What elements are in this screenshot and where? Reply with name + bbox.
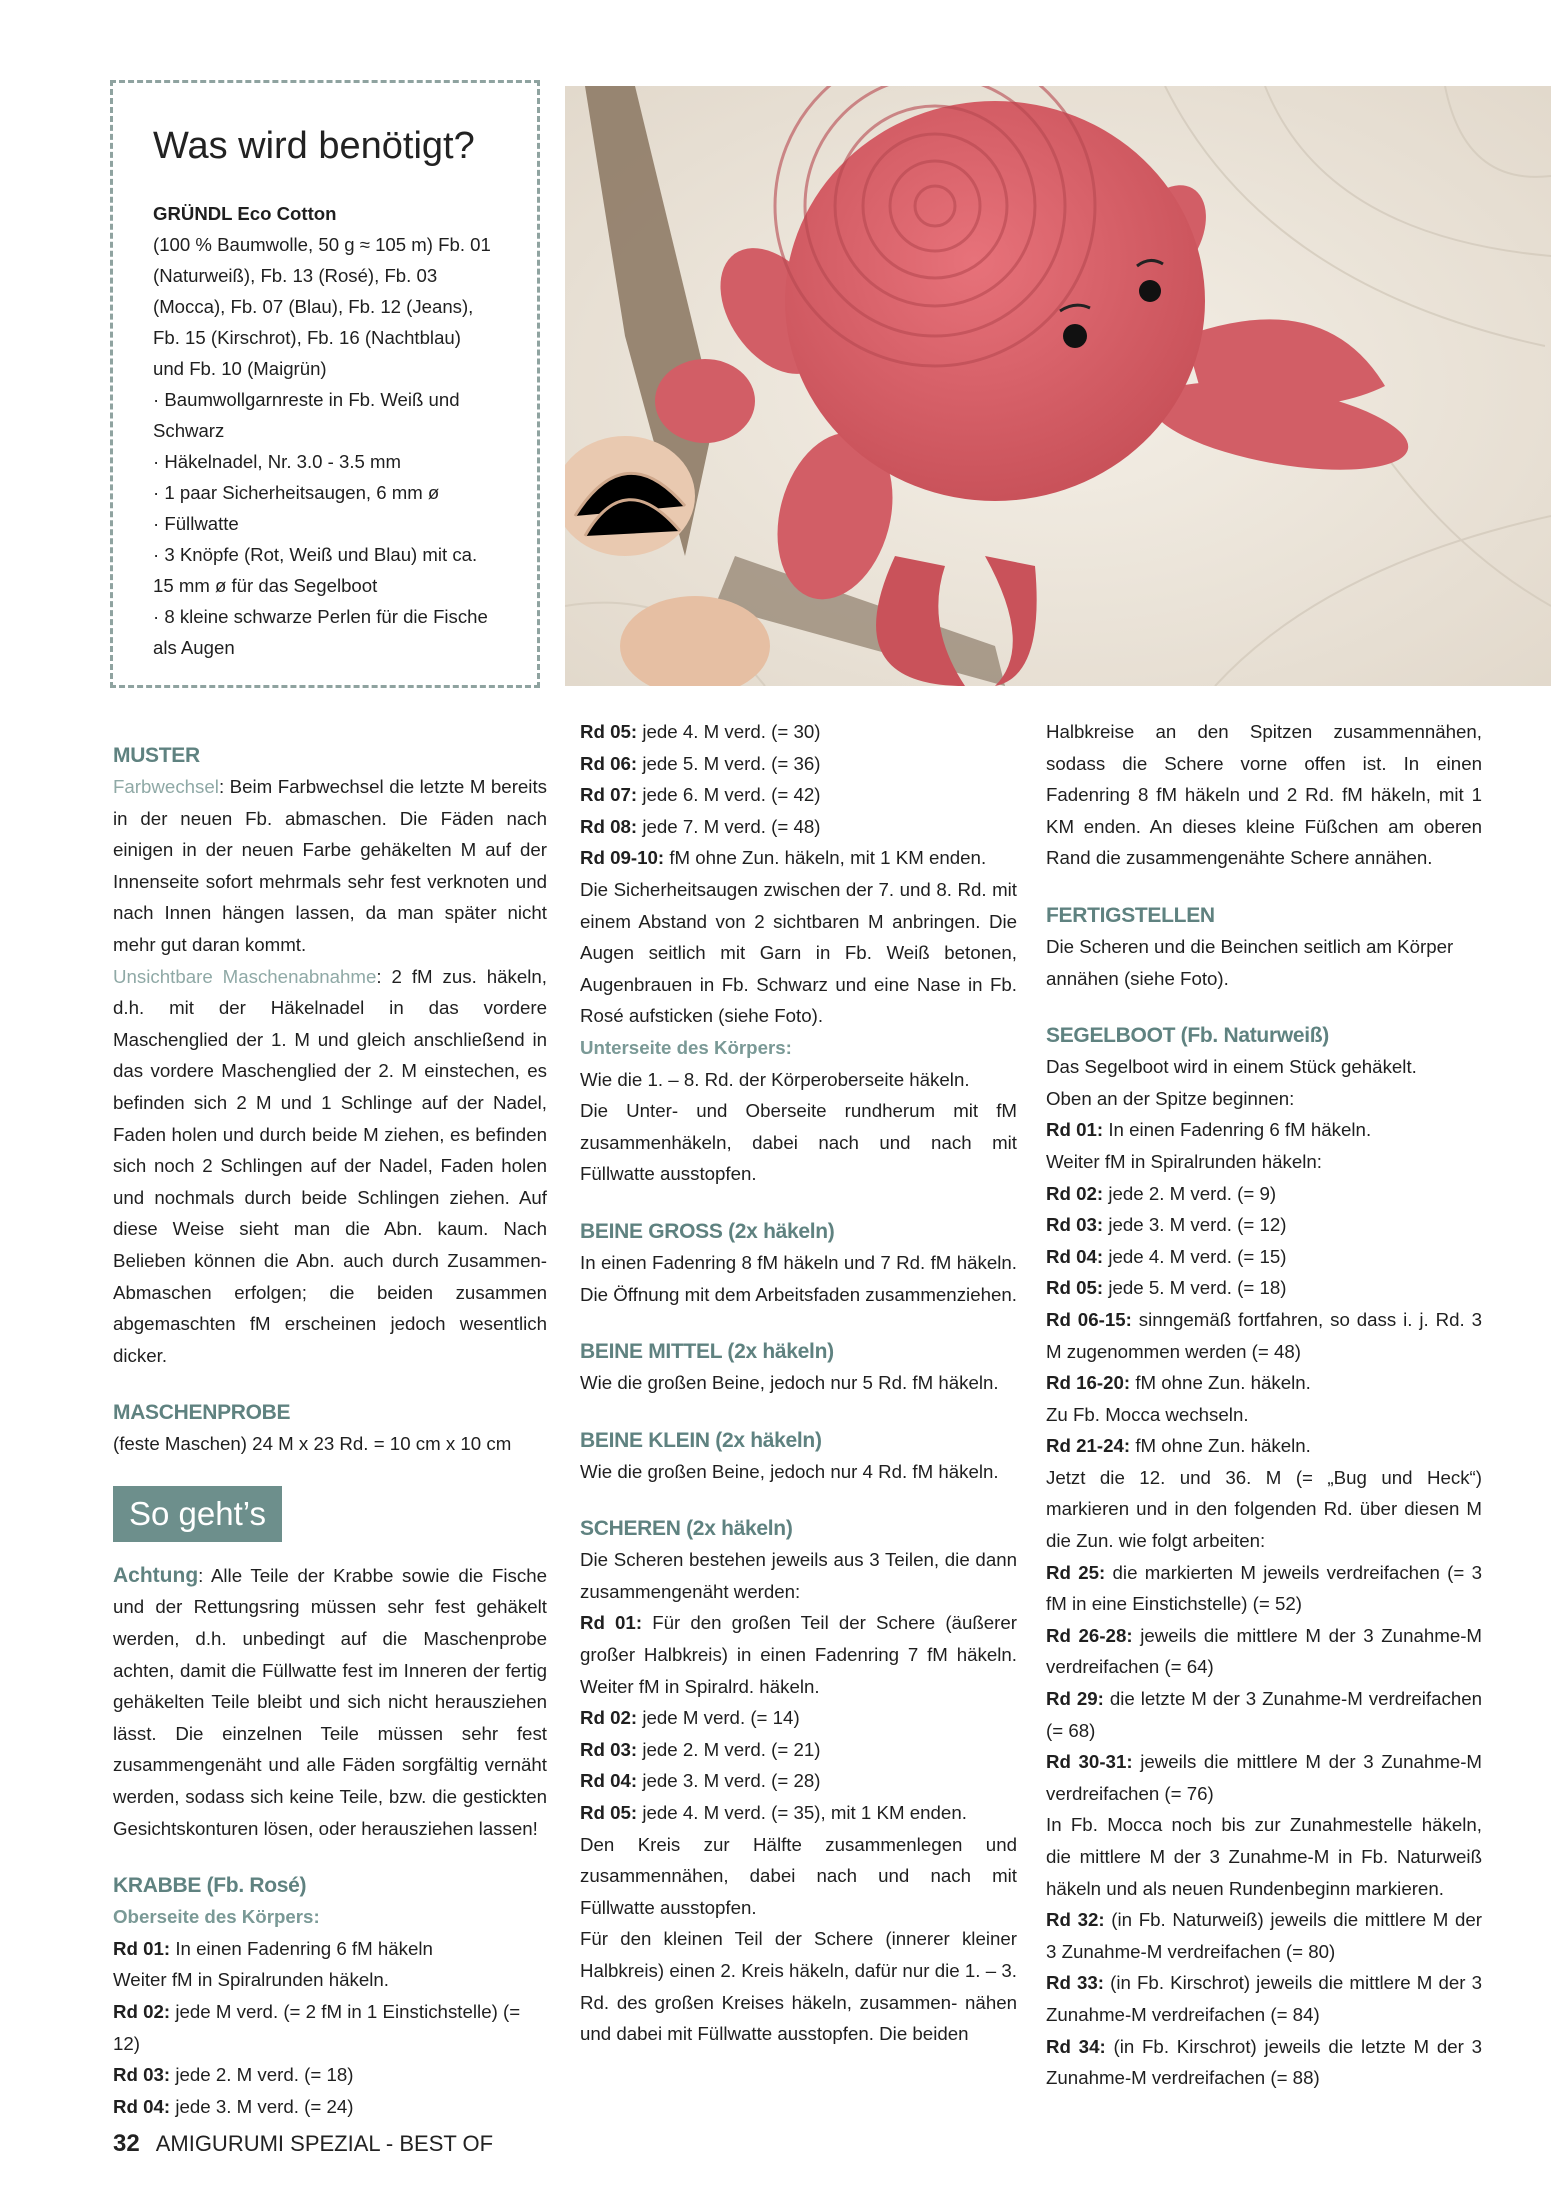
- row-label: Rd 02:: [580, 1707, 638, 1729]
- page-number: 32: [113, 2130, 140, 2157]
- crab-photo-illustration: [565, 86, 1551, 686]
- materials-list: [153, 198, 493, 663]
- paragraph-farbwechsel: [113, 771, 547, 961]
- row-text: Für den großen Teil der Schere (äußerer großer Halbkreis) in einen Fadenring 7 fM häkeln. Weiter fM in Spiralrd. häkeln.: [580, 1612, 1017, 1697]
- row-instruction: [1046, 1967, 1482, 2030]
- row-label: Rd 01:: [1046, 1119, 1104, 1141]
- heading-segelboot: SEGELBOOT (Fb. Naturweiß): [1046, 1024, 1330, 1048]
- row-text: jede M verd. (= 2 fM in 1 Einstichstelle) (= 12): [113, 2001, 521, 2054]
- row-text: fM ohne Zun. häkeln, mit 1 KM enden.: [664, 847, 987, 869]
- row-label: Rd 02:: [1046, 1182, 1104, 1204]
- row-text: jede 3. M verd. (= 24): [170, 2095, 354, 2117]
- row-text: jede 5. M verd. (= 36): [637, 752, 821, 774]
- row-text: fM ohne Zun. häkeln.: [1130, 1435, 1311, 1457]
- subheading-oberseite: Oberseite des Körpers:: [113, 1906, 320, 1928]
- row-text: jede 2. M verd. (= 21): [637, 1738, 821, 1760]
- yarn-description: (100 % Baumwolle, 50 g ≈ 105 m) Fb. 01 (Naturweiß), Fb. 13 (Rosé), Fb. 03 (Mocca), Fb. 07 (Blau), Fb. 12 (Jeans), Fb. 15 (Kirschrot), Fb. 16 (Nachtblau) und Fb. 10 (Maigrün): [153, 234, 491, 379]
- row-text: In einen Fadenring 6 fM häkeln: [170, 1937, 433, 1959]
- row-instruction: [1046, 1178, 1482, 1210]
- row-text: jede 2. M verd. (= 9): [1103, 1182, 1277, 1204]
- row-label: Rd 03:: [113, 2064, 171, 2086]
- row-label: Rd 07:: [580, 784, 638, 806]
- row-instruction: [113, 1964, 547, 1996]
- row-instruction: [1046, 2031, 1482, 2094]
- row-label: Rd 09-10:: [580, 847, 665, 869]
- text-segelboot-3: Weiter fM in Spiralrunden häkeln:: [1046, 1150, 1322, 1172]
- row-instruction: [580, 779, 1017, 811]
- row-label: Rd 04:: [1046, 1245, 1104, 1267]
- row-label: Rd 26-28:: [1046, 1624, 1133, 1646]
- row-instruction: [113, 1996, 547, 2059]
- row-text: die letzte M der 3 Zunahme-M verdreifachen (= 68): [1046, 1688, 1482, 1741]
- row-text: jede 4. M verd. (= 15): [1103, 1245, 1287, 1267]
- text-mocca: Zu Fb. Mocca wechseln.: [1046, 1403, 1249, 1425]
- row-instruction: [580, 1702, 1017, 1734]
- text-farbwechsel: : Beim Farbwechsel die letzte M bereits in der neuen Fb. abmaschen. Die Fäden nach einigen in der neuen Farbe gehäkelten M auf der Innenseite sofort mehrmals sehr fest verknoten und nach Innen hängen lassen, da man später nicht mehr gut daran kommt.: [113, 776, 547, 955]
- row-text: Weiter fM in Spiralrunden häkeln.: [113, 1969, 389, 1991]
- text-beine-gross: In einen Fadenring 8 fM häkeln und 7 Rd. fM häkeln. Die Öffnung mit dem Arbeitsfaden zusammenziehen.: [580, 1251, 1017, 1305]
- row-text: In einen Fadenring 6 fM häkeln.: [1103, 1119, 1372, 1141]
- text-scheren-intro: Die Scheren bestehen jeweils aus 3 Teilen, die dann zusammengenäht werden:: [580, 1549, 1017, 1602]
- column-3: [1046, 716, 1482, 2094]
- heading-scheren: SCHEREN (2x häkeln): [580, 1517, 793, 1541]
- row-label: Rd 01:: [113, 1937, 171, 1959]
- row-instruction: [580, 1734, 1017, 1766]
- row-label: Rd 32:: [1046, 1909, 1105, 1931]
- row-text: jede 4. M verd. (= 35), mit 1 KM enden.: [637, 1802, 967, 1824]
- row-text: jede 4. M verd. (= 30): [637, 721, 821, 742]
- row-label: Rd 33:: [1046, 1972, 1105, 1994]
- row-text: (in Fb. Naturweiß) jeweils die mittlere M der 3 Zunahme-M verdreifachen (= 80): [1046, 1909, 1482, 1962]
- row-instruction: [1046, 1904, 1482, 1967]
- heading-beine-mittel: BEINE MITTEL (2x häkeln): [580, 1340, 834, 1364]
- row-text: (in Fb. Kirschrot) jeweils die mittlere M der 3 Zunahme-M verdreifachen (= 84): [1046, 1972, 1482, 2025]
- section-banner-so-gehts: So geht’s: [113, 1486, 282, 1542]
- row-instruction: [1046, 1367, 1482, 1399]
- row-label: Rd 04:: [113, 2095, 171, 2117]
- row-instruction: [1046, 1209, 1482, 1241]
- row-instruction: [113, 2059, 547, 2091]
- term-farbwechsel: Farbwechsel: [113, 776, 219, 797]
- paragraph-abnahme: [113, 961, 547, 1372]
- material-item: · 1 paar Sicherheitsaugen, 6 mm ø: [153, 482, 440, 503]
- row-instruction: [1046, 1746, 1482, 1809]
- term-achtung: Achtung: [113, 1563, 199, 1587]
- text-unterseite-2: Die Unter- und Oberseite rundherum mit fM zusammenhäkeln, dabei nach und nach mit Füllwatte ausstopfen.: [580, 1100, 1017, 1185]
- term-abnahme: Unsichtbare Maschenabnahme: [113, 965, 377, 987]
- column-2: [580, 716, 1017, 2050]
- row-instruction: [1046, 1114, 1482, 1146]
- row-instruction: [580, 842, 1017, 874]
- heading-muster: MUSTER: [113, 744, 200, 767]
- magazine-name: AMIGURUMI SPEZIAL - BEST OF: [155, 2131, 494, 2156]
- page-footer: [113, 2130, 493, 2158]
- row-label: Rd 03:: [580, 1738, 638, 1760]
- text-augen: Die Sicherheitsaugen zwischen der 7. und 8. Rd. mit einem Abstand von 2 sichtbaren M anbringen. Die Augen seitlich mit Garn in Fb. Weiß betonen, Augenbrauen in Fb. Schwarz und eine Nase in Fb. Rosé aufsticken (siehe Foto).: [580, 878, 1017, 1027]
- row-label: Rd 05:: [580, 721, 638, 742]
- text-kleiner-teil: Für den kleinen Teil der Schere (innerer kleiner Halbkreis) einen 2. Kreis häkeln, dafür nur die 1. – 3. Rd. des großen Kreises häkeln, zusammen- nähen und dabei mit Füllwatte ausstopfen. Die beiden: [580, 1928, 1017, 2045]
- row-label: Rd 16-20:: [1046, 1372, 1131, 1394]
- row-instruction: [1046, 1430, 1482, 1462]
- row-text: fM ohne Zun. häkeln.: [1130, 1372, 1311, 1394]
- row-instruction: [1046, 1304, 1482, 1367]
- row-label: Rd 01:: [580, 1612, 643, 1634]
- row-text: die markierten M jeweils verdreifachen (= 3 fM in eine Einstichstelle) (= 52): [1046, 1561, 1482, 1615]
- materials-box: [110, 80, 540, 688]
- column-1: [113, 740, 547, 2122]
- row-instruction: [1046, 1683, 1482, 1746]
- heading-beine-gross: BEINE GROSS (2x häkeln): [580, 1219, 835, 1243]
- row-label: Rd 30-31:: [1046, 1751, 1133, 1773]
- row-text: jede 3. M verd. (= 12): [1103, 1214, 1287, 1236]
- row-label: Rd 05:: [1046, 1277, 1104, 1299]
- row-instruction: [580, 1797, 1017, 1829]
- text-beine-mittel: Wie die großen Beine, jedoch nur 5 Rd. fM häkeln.: [580, 1372, 999, 1394]
- row-text: jede 7. M verd. (= 48): [637, 815, 821, 837]
- row-text: jeweils die mittlere M der 3 Zunahme-M verdreifachen (= 76): [1046, 1751, 1483, 1804]
- text-fertigstellen: Die Scheren und die Beinchen seitlich am Körper annähen (siehe Foto).: [1046, 935, 1454, 989]
- material-item: · Baumwollgarnreste in Fb. Weiß und Schwarz: [153, 389, 460, 441]
- row-text: jede 5. M verd. (= 18): [1103, 1277, 1287, 1299]
- row-text: jede 6. M verd. (= 42): [637, 784, 821, 806]
- text-maschenprobe: (feste Maschen) 24 M x 23 Rd. = 10 cm x 10 cm: [113, 1433, 512, 1455]
- row-label: Rd 29:: [1046, 1688, 1104, 1710]
- yarn-name: GRÜNDL Eco Cotton: [153, 203, 337, 224]
- materials-title: Was wird benötigt?: [153, 125, 475, 167]
- row-text: jede M verd. (= 14): [637, 1707, 800, 1729]
- heading-beine-klein: BEINE KLEIN (2x häkeln): [580, 1428, 822, 1452]
- row-instruction: [580, 811, 1017, 843]
- row-label: Rd 34:: [1046, 2035, 1106, 2057]
- paragraph-achtung: [113, 1560, 547, 1844]
- heading-krabbe: KRABBE (Fb. Rosé): [113, 1874, 307, 1898]
- text-bug-heck: Jetzt die 12. und 36. M (= „Bug und Heck“) markieren und in den folgenden Rd. über diesen M die Zun. wie folgt arbeiten:: [1046, 1466, 1482, 1552]
- row-instruction: [1046, 1557, 1482, 1620]
- text-segelboot-2: Oben an der Spitze beginnen:: [1046, 1087, 1295, 1109]
- row-instruction: [580, 716, 1017, 748]
- row-instruction: [580, 1607, 1017, 1702]
- heading-fertigstellen: FERTIGSTELLEN: [1046, 903, 1215, 927]
- row-instruction: [1046, 1620, 1482, 1683]
- row-instruction: [113, 2091, 547, 2123]
- text-achtung: : Alle Teile der Krabbe sowie die Fische und der Rettungsring müssen sehr fest gehäkelt werden, d.h. unbedingt auf die Maschenprobe achten, damit die Füllwatte fest im Inneren der fertig gehäkelten Teile bleibt und sich nicht herausziehen lässt. Die einzelnen Teile müssen sehr fest zusammengenäht und alle Fäden sorgfältig vernäht werden, sodass sich keine Teile, bzw. die gestickten Gesichtskonturen lösen, oder herausziehen lassen!: [113, 1564, 547, 1839]
- row-instruction: [580, 748, 1017, 780]
- text-kreis: Den Kreis zur Hälfte zusammenlegen und zusammennähen, dabei nach und nach mit Füllwatte ausstopfen.: [580, 1833, 1017, 1918]
- row-text: sinngemäß fortfahren, so dass i. j. Rd. 3 M zugenommen werden (= 48): [1046, 1308, 1482, 1362]
- row-instruction: [1046, 1241, 1482, 1273]
- heading-maschenprobe: MASCHENPROBE: [113, 1401, 291, 1425]
- row-label: Rd 21-24:: [1046, 1435, 1131, 1457]
- row-instruction: [1046, 1272, 1482, 1304]
- text-unterseite-1: Wie die 1. – 8. Rd. der Körperoberseite häkeln.: [580, 1068, 970, 1090]
- row-label: Rd 06-15:: [1046, 1308, 1132, 1330]
- row-instruction: [113, 1933, 547, 1965]
- text-mocca-2: In Fb. Mocca noch bis zur Zunahmestelle häkeln, die mittlere M der 3 Zunahme-M in Fb. Naturweiß häkeln und als neuen Rundenbeginn markieren.: [1046, 1814, 1482, 1899]
- row-text: jeweils die mittlere M der 3 Zunahme-M verdreifachen (= 64): [1046, 1624, 1483, 1678]
- subheading-unterseite: Unterseite des Körpers:: [580, 1036, 792, 1058]
- row-label: Rd 25:: [1046, 1561, 1106, 1583]
- text-halbkreise: Halbkreise an den Spitzen zusammennähen, sodass die Schere vorne offen ist. In einen Fadenring 8 fM häkeln und 2 Rd. fM häkeln, mit 1 KM enden. An dieses kleine Füßchen am oberen Rand die zusammengenähte Schere annähen.: [1046, 721, 1482, 869]
- material-item: · 3 Knöpfe (Rot, Weiß und Blau) mit ca. 15 mm ø für das Segelboot: [153, 544, 478, 596]
- material-item: · 8 kleine schwarze Perlen für die Fische als Augen: [153, 606, 488, 658]
- text-beine-klein: Wie die großen Beine, jedoch nur 4 Rd. fM häkeln.: [580, 1460, 999, 1482]
- text-abnahme: : 2 fM zus. häkeln, d.h. mit der Häkelnadel in das vordere Maschenglied der 1. M und gleich anschließend in das vordere Maschenglied der 2. M einstechen, es befinden sich 2 M und 1 Schlinge auf der Nadel, Faden holen und durch beide M ziehen, es befinden sich noch 2 Schlingen auf der Nadel, Faden holen und nochmals durch beide Schlingen ziehen. Auf diese Weise sieht man die Abn. kaum. Nach Belieben können die Abn. auch durch Zusammen-Abmaschen erfolgen; die beiden zusammen abgemaschten fM erscheinen jedoch wesentlich dicker.: [113, 965, 547, 1366]
- row-label: Rd 06:: [580, 752, 638, 774]
- text-segelboot-1: Das Segelboot wird in einem Stück gehäkelt.: [1046, 1056, 1417, 1078]
- row-instruction: [580, 1765, 1017, 1797]
- row-label: Rd 05:: [580, 1802, 638, 1824]
- material-item: · Häkelnadel, Nr. 3.0 - 3.5 mm: [153, 451, 402, 472]
- row-text: jede 3. M verd. (= 28): [637, 1770, 821, 1792]
- row-text: jede 2. M verd. (= 18): [170, 2064, 354, 2086]
- row-text: (in Fb. Kirschrot) jeweils die letzte M der 3 Zunahme-M verdreifachen (= 88): [1046, 2035, 1482, 2089]
- row-label: Rd 04:: [580, 1770, 638, 1792]
- row-label: Rd 08:: [580, 815, 638, 837]
- crab-photo: [565, 86, 1551, 686]
- material-item: · Füllwatte: [153, 513, 239, 534]
- row-label: Rd 02:: [113, 2001, 171, 2022]
- row-label: Rd 03:: [1046, 1214, 1104, 1236]
